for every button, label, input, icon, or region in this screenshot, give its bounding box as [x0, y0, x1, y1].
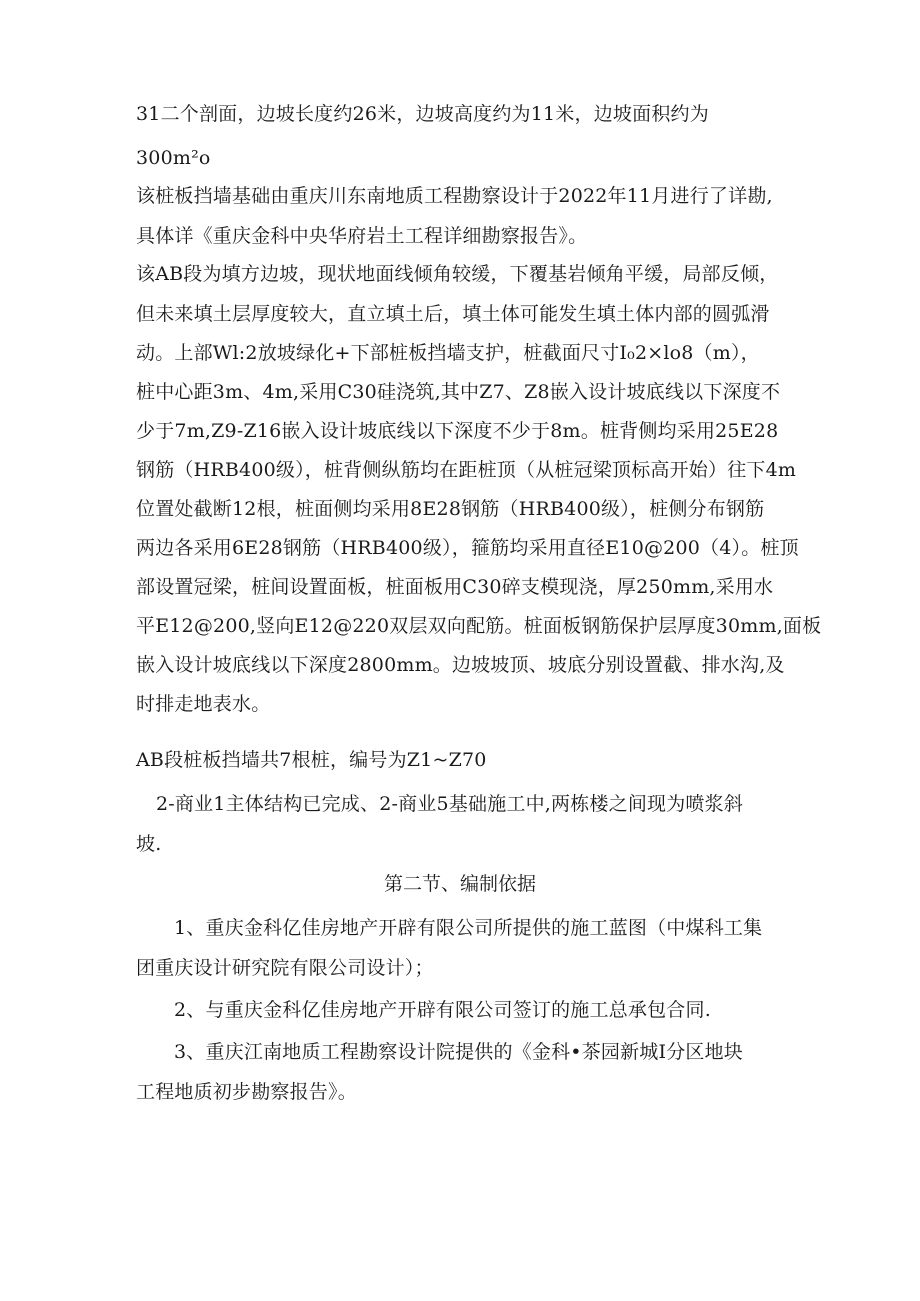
- text-line: 两边各采用6E28钢筋（HRB400级），箍筋均采用直径E10@200（4）。桩顶: [136, 537, 799, 559]
- text-line: 该桩板挡墙基础由重庆川东南地质工程勘察设计于2022年11月进行了详勘,: [136, 185, 773, 207]
- text-line: 嵌入设计坡底线以下深度2800mm。边坡坡顶、坡底分别设置截、排水沟,及: [136, 654, 785, 676]
- text-line: 平E12@200,竖向E12@220双层双向配筋。桩面板钢筋保护层厚度30mm,面板: [136, 615, 822, 637]
- text-line: 具体详《重庆金科中央华府岩土工程详细勘察报告》。: [136, 225, 588, 247]
- text-line: 少于7m,Z9-Z16嵌入设计坡底线以下深度不少于8m。桩背侧均采用25E28: [136, 420, 779, 442]
- list-item: 3、重庆江南地质工程勘察设计院提供的《金科•茶园新城I分区地块: [174, 1041, 744, 1063]
- text-line: 时排走地表水。: [136, 693, 271, 715]
- text-line: 2-商业1主体结构已完成、2-商业5基础施工中,两栋楼之间现为喷浆斜: [156, 793, 744, 815]
- text-line: 部设置冠梁，桩间设置面板，桩面板用C30碎支模现浇，厚250mm,采用水: [136, 576, 774, 598]
- text-line: 桩中心距3m、4m,采用C30硅浇筑,其中Z7、Z8嵌入设计坡底线以下深度不: [136, 381, 781, 403]
- list-item: 团重庆设计研究院有限公司设计）；: [136, 957, 434, 979]
- section-heading: 第二节、编制依据: [383, 873, 536, 895]
- text-line: 坡.: [136, 833, 162, 855]
- text-line: 300m²o: [136, 147, 211, 169]
- text-line: 但未来填土层厚度较大，直立填土后，填土体可能发生填土体内部的圆弧滑: [136, 303, 770, 325]
- text-line: 钢筋（HRB400级），桩背侧纵筋均在距桩顶（从桩冠梁顶标高开始）往下4m: [136, 459, 797, 481]
- text-line: 该AB段为填方边坡，现状地面线倾角较缓，下覆基岩倾角平缓，局部反倾，: [136, 263, 779, 285]
- list-item: 2、与重庆金科亿佳房地产开辟有限公司签订的施工总承包合同.: [174, 999, 711, 1021]
- text-line: AB段桩板挡墙共7根桩，编号为Z1~Z70: [136, 749, 487, 771]
- text-line: 动。上部Wl:2放坡绿化+下部桩板挡墙支护，桩截面尺寸I₀2×lo8（m），: [136, 342, 760, 364]
- text-line: 位置处截断12根，桩面侧均采用8E28钢筋（HRB400级），桩侧分布钢筋: [136, 498, 765, 520]
- list-item: 1、重庆金科亿佳房地产开辟有限公司所提供的施工蓝图（中煤科工集: [174, 917, 763, 939]
- list-item: 工程地质初步勘察报告》。: [136, 1081, 357, 1103]
- text-line: 31二个剖面，边坡长度约26米，边坡高度约为11米，边坡面积约为: [136, 103, 709, 125]
